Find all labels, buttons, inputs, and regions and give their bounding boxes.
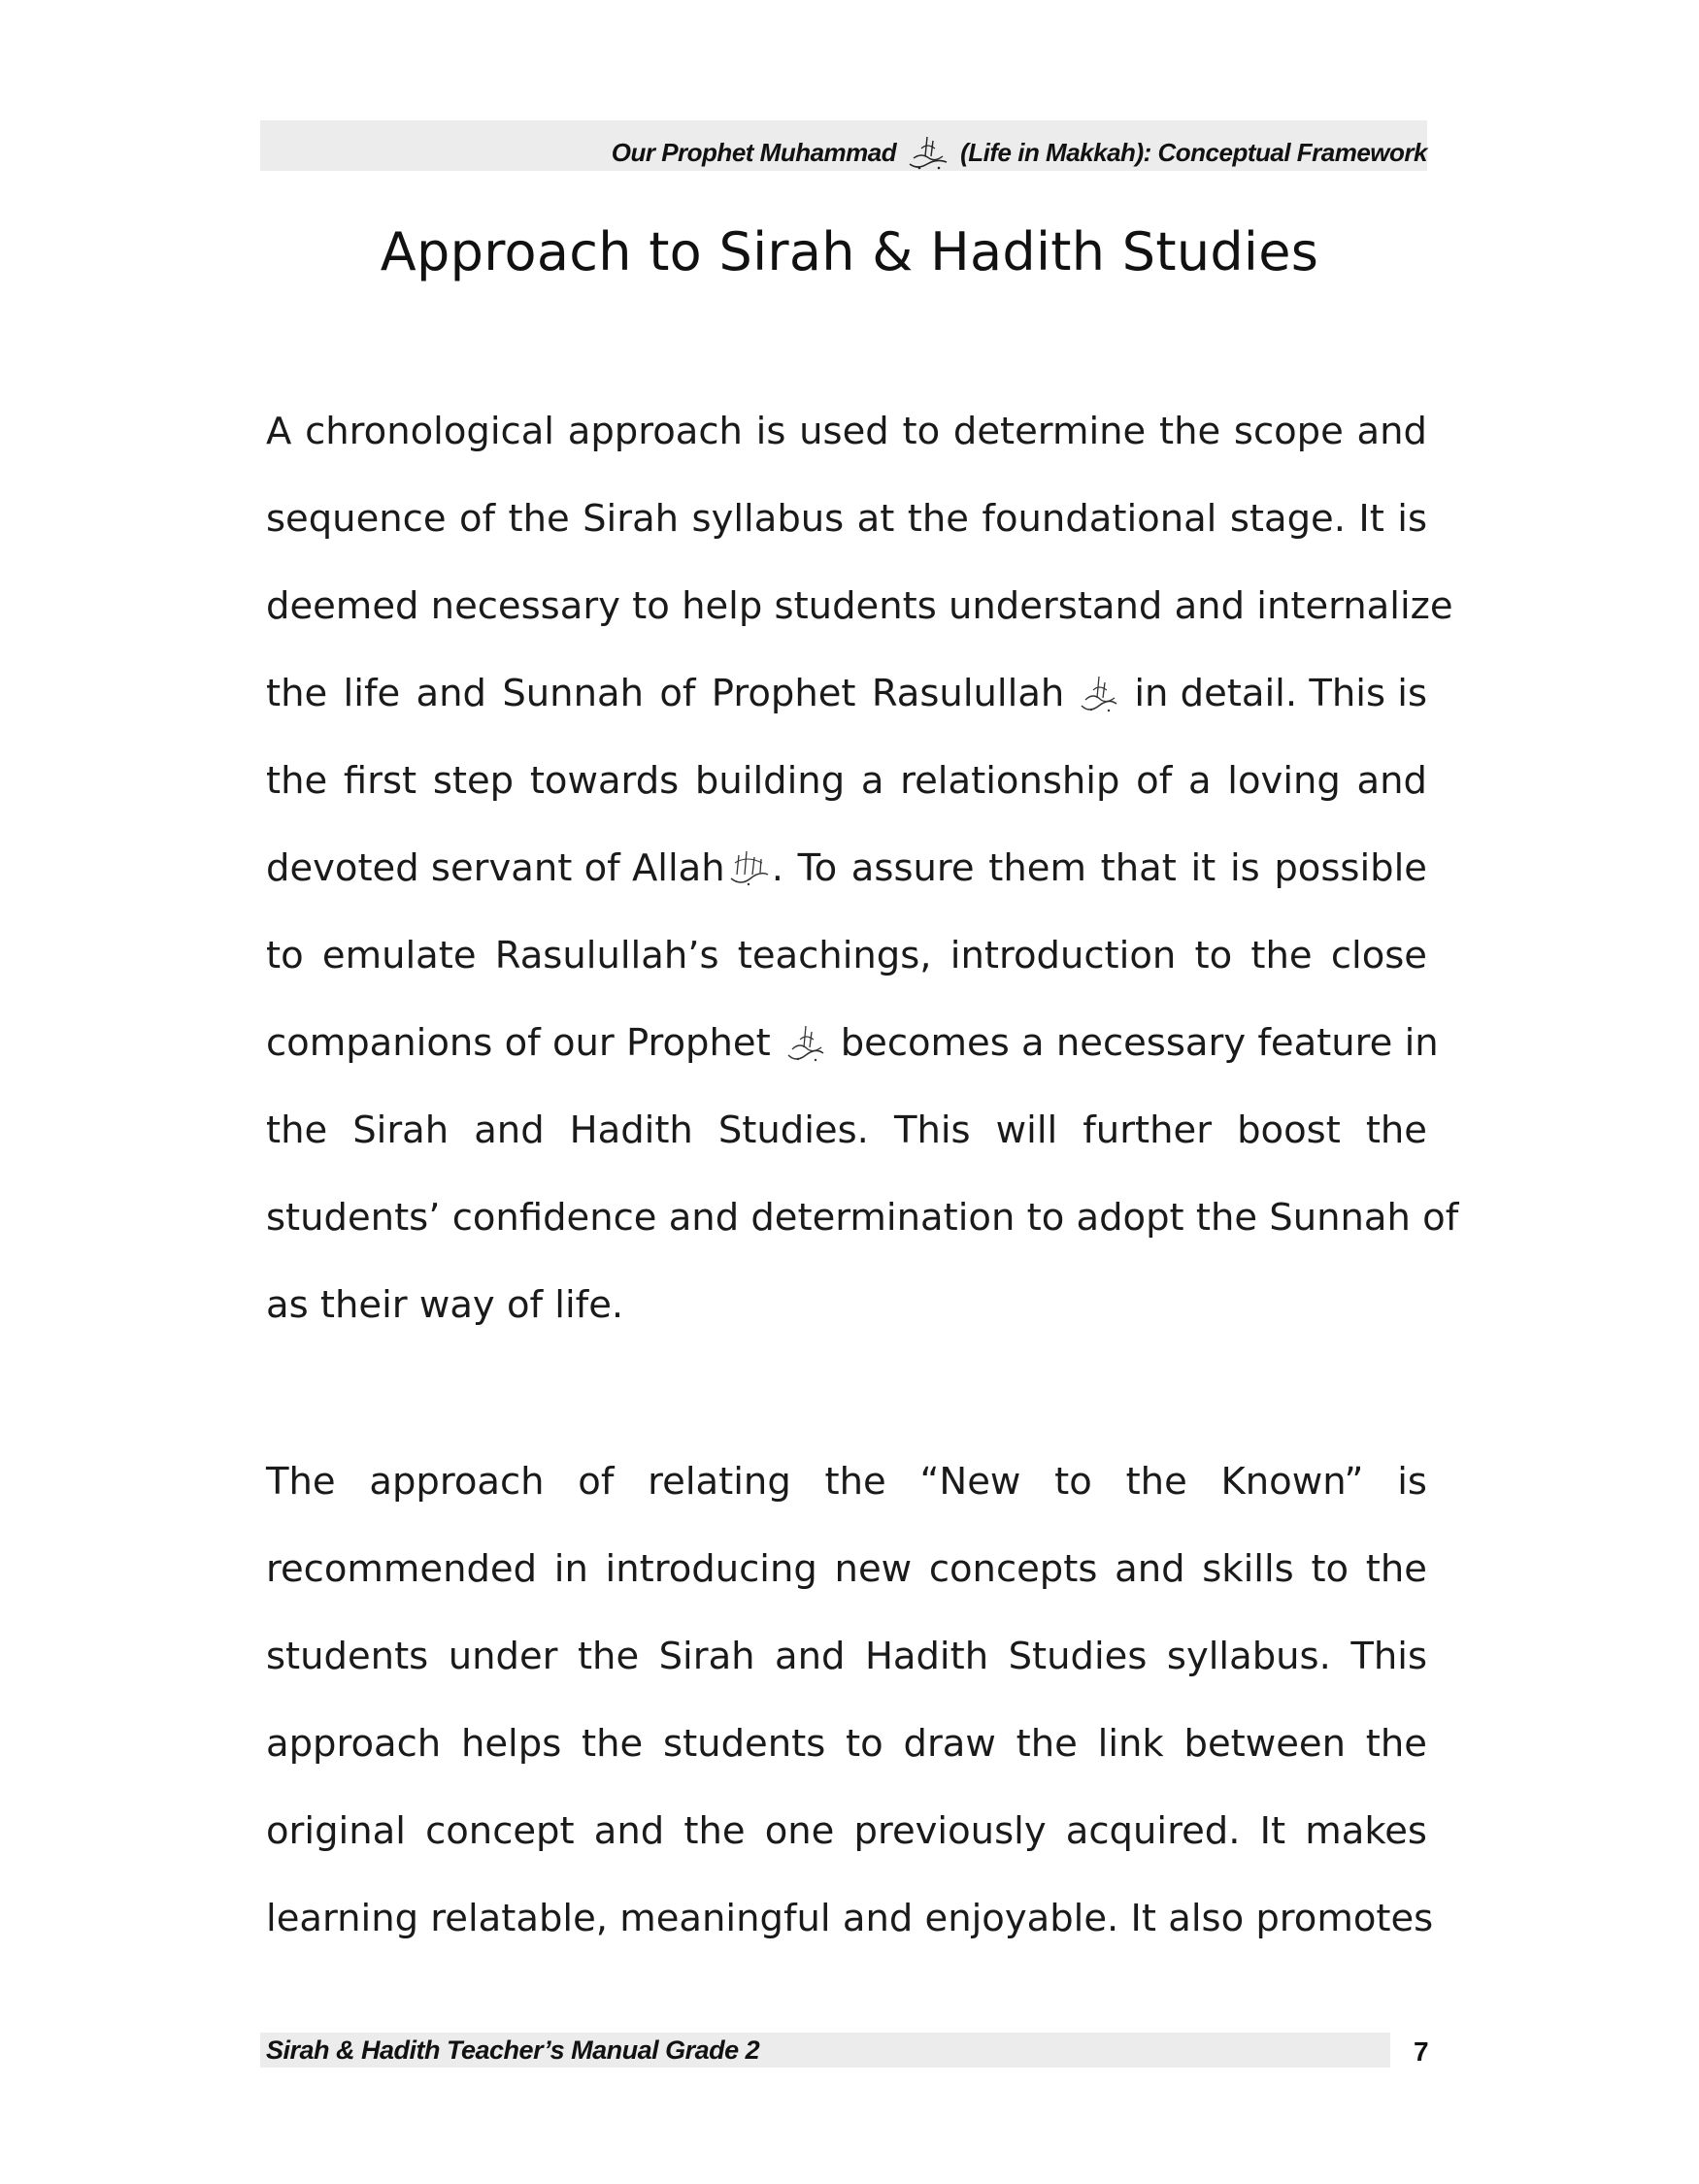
text-line: original concept and the one previously acquired. It makes bbox=[266, 1809, 1427, 1853]
text-segment: devoted servant of Allah bbox=[266, 846, 725, 890]
text-line: the Sirah and Hadith Studies. This will further boost the bbox=[266, 1109, 1427, 1152]
running-header-text bbox=[612, 138, 1427, 167]
text-segment: in detail. This is bbox=[1134, 672, 1427, 715]
text-segment: the life and Sunnah of Prophet Rasulullah bbox=[266, 672, 1065, 715]
salawat-calligraphy-icon bbox=[904, 131, 952, 174]
text-line: learning relatable, meaningful and enjoyable. It also promotes bbox=[266, 1897, 1434, 1940]
text-line: sequence of the Sirah syllabus at the foundational stage. It is bbox=[266, 497, 1427, 541]
text-line: deemed necessary to help students understand and internalize bbox=[266, 584, 1453, 628]
page-number: 7 bbox=[1414, 2036, 1429, 2067]
salawat-calligraphy-icon bbox=[784, 1020, 827, 1067]
footer-manual-title: Sirah & Hadith Teacher’s Manual Grade 2 bbox=[266, 2035, 760, 2065]
header-text-before: Our Prophet Muhammad bbox=[611, 137, 897, 167]
running-header bbox=[260, 120, 1427, 171]
text-segment: becomes a necessary feature in bbox=[840, 1021, 1439, 1065]
text-line: approach helps the students to draw the link between the bbox=[266, 1722, 1427, 1766]
paragraph-new-to-known bbox=[266, 1439, 1434, 1963]
text-line: students under the Sirah and Hadith Studies syllabus. This bbox=[266, 1635, 1427, 1678]
text-line: A chronological approach is used to determine the scope and bbox=[266, 410, 1427, 453]
text-line: to emulate Rasulullah’s teachings, introduction to the close bbox=[266, 934, 1427, 977]
text-segment: companions of our Prophet bbox=[266, 1021, 771, 1065]
text-line-with-icon bbox=[266, 825, 1427, 912]
text-line: students’ confidence and determination to adopt the Sunnah of bbox=[266, 1196, 1459, 1240]
text-line: the first step towards building a relationship of a loving and bbox=[266, 759, 1427, 803]
text-line: as their way of life. bbox=[266, 1283, 624, 1327]
subhanahu-calligraphy-icon bbox=[727, 845, 770, 892]
text-line-with-icon bbox=[266, 1000, 1439, 1087]
page-title: Approach to Sirah & Hadith Studies bbox=[380, 221, 1319, 282]
header-text-after: (Life in Makkah): Conceptual Framework bbox=[960, 137, 1427, 167]
text-segment: . To assure them that it is possible bbox=[771, 846, 1427, 890]
text-line: The approach of relating the “New to the Known” is bbox=[266, 1460, 1427, 1504]
salawat-calligraphy-icon bbox=[1078, 671, 1120, 717]
text-line: recommended in introducing new concepts and skills to the bbox=[266, 1547, 1427, 1591]
text-line-with-icon bbox=[266, 650, 1427, 738]
paragraph-chronological-approach bbox=[266, 388, 1459, 1349]
